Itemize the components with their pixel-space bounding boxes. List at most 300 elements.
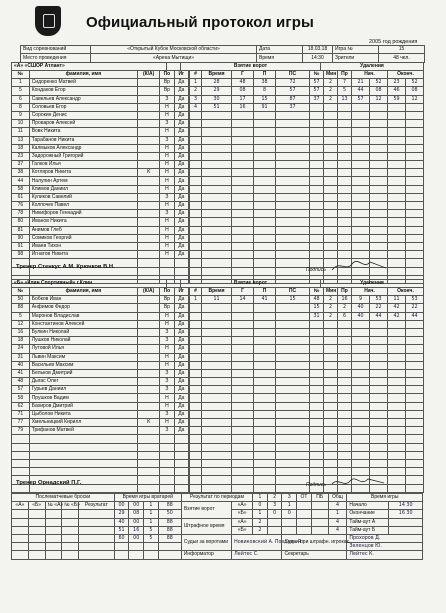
player-number <box>12 459 30 467</box>
player-position: З <box>160 120 174 128</box>
player-played: Да <box>174 296 188 304</box>
goal-assist <box>254 435 276 443</box>
penalty-reason <box>338 152 352 160</box>
player-role <box>138 353 160 361</box>
goal-number <box>190 369 202 377</box>
pen-min-col: Мин <box>324 288 338 296</box>
goal-time <box>202 361 232 369</box>
goal-assist-2 <box>276 251 310 259</box>
goal-assist <box>254 251 276 259</box>
col-p: П <box>254 288 276 296</box>
player-role <box>138 296 160 304</box>
penalty-minutes <box>324 144 338 152</box>
goal-assist-2 <box>276 226 310 234</box>
penalty-minutes <box>324 361 338 369</box>
player-row <box>12 136 189 144</box>
goal-row <box>190 161 310 169</box>
penalty-row <box>310 185 424 193</box>
goals-a-cell: 4 <box>328 502 347 510</box>
spectators-value: 48 чел. <box>379 54 425 62</box>
penalty-end-sec <box>406 435 424 443</box>
penalty-start <box>352 419 370 427</box>
goals-b-label: «Б» <box>232 510 253 518</box>
informer-value: Лейтес С. <box>232 551 282 559</box>
goal-row <box>190 226 310 234</box>
penalty-end-sec: 08 <box>406 87 424 95</box>
penalty-minutes <box>324 378 338 386</box>
player-number: 76 <box>12 202 30 210</box>
penalty-reason <box>338 361 352 369</box>
penalty-end-sec <box>406 345 424 353</box>
goal-row <box>190 443 310 451</box>
goal-row <box>190 193 310 201</box>
penalty-reason: 6 <box>338 312 352 320</box>
goal-row <box>190 177 310 185</box>
penalty-end <box>388 202 406 210</box>
player-played <box>174 451 188 459</box>
goals-a-label: «А» <box>232 502 253 510</box>
penalty-minutes: 2 <box>324 95 338 103</box>
penalty-end <box>388 410 406 418</box>
team-a-goals-header: Взятие ворот <box>181 63 321 71</box>
goal-scorer: 14 <box>232 296 254 304</box>
goal-assist <box>254 152 276 160</box>
player-row <box>12 144 189 152</box>
player-row <box>12 451 189 459</box>
penalty-start <box>352 152 370 160</box>
penalty-player: 57 <box>310 87 324 95</box>
goal-scorer <box>232 427 254 435</box>
penalty-end-sec <box>406 202 424 210</box>
player-row <box>12 337 189 345</box>
penalty-start-sec <box>370 111 388 119</box>
penalty-end-sec <box>406 353 424 361</box>
penalty-row <box>310 193 424 201</box>
penalty-reason <box>338 177 352 185</box>
penalty-reason <box>338 337 352 345</box>
penalty-minutes <box>324 451 338 459</box>
player-row <box>12 193 189 201</box>
player-role <box>138 128 160 136</box>
player-role <box>138 79 160 87</box>
goal-time <box>202 345 232 353</box>
player-position: Н <box>160 128 174 136</box>
player-row <box>12 459 189 467</box>
penalty-start-sec <box>370 427 388 435</box>
penalty-end-sec <box>406 468 424 476</box>
player-played <box>174 484 188 492</box>
player-number: 18 <box>12 337 30 345</box>
gk-cell: 5 <box>144 526 159 534</box>
pen-reason-col: Пр <box>338 71 352 79</box>
player-role <box>138 320 160 328</box>
penalty-reason <box>338 345 352 353</box>
player-played: Да <box>174 394 188 402</box>
penalty-end-sec <box>406 484 424 492</box>
goal-assist-2 <box>276 202 310 210</box>
player-role <box>138 459 160 467</box>
penalty-start <box>352 345 370 353</box>
goal-assist-2: 87 <box>276 95 310 103</box>
penalty-start <box>352 378 370 386</box>
player-position <box>160 435 174 443</box>
col-hash: # <box>190 288 202 296</box>
player-played <box>174 468 188 476</box>
penalty-reason <box>338 218 352 226</box>
penalty-start <box>352 451 370 459</box>
goal-scorer: 16 <box>232 103 254 111</box>
player-role <box>138 210 160 218</box>
goal-time <box>202 312 232 320</box>
player-name: Савельев Александр <box>29 95 137 103</box>
col-g: Г <box>232 288 254 296</box>
player-name: Тарабанов Никита <box>29 136 137 144</box>
penalty-row <box>310 328 424 336</box>
team-a-goals <box>189 70 310 284</box>
penalty-start <box>352 320 370 328</box>
penalty-end-sec: 44 <box>406 312 424 320</box>
penalty-start-sec <box>370 103 388 111</box>
player-name <box>29 443 137 451</box>
judges-value: Новиковский А. Поздеев Я. <box>232 534 282 550</box>
player-name: Сорокин Денис <box>29 111 137 119</box>
player-role <box>138 111 160 119</box>
unsuccessful-shots-label: Послематчевые броски <box>12 494 115 502</box>
col-g: Г <box>232 71 254 79</box>
penalty-reason <box>338 144 352 152</box>
penalty-start <box>352 394 370 402</box>
penalty-start-sec: 12 <box>370 95 388 103</box>
penalty-start-sec <box>370 144 388 152</box>
penalty-minutes <box>324 226 338 234</box>
goal-number <box>190 435 202 443</box>
goal-assist-2: 15 <box>276 296 310 304</box>
goal-time <box>202 443 232 451</box>
penalty-end-sec <box>406 210 424 218</box>
player-played: Да <box>174 169 188 177</box>
gk-cell: 88 <box>158 534 181 542</box>
goal-assist-2: 72 <box>276 79 310 87</box>
penalty-start <box>352 111 370 119</box>
penalty-end <box>388 218 406 226</box>
goal-row <box>190 304 310 312</box>
penalty-end-sec <box>406 443 424 451</box>
player-row <box>12 161 189 169</box>
goal-assist <box>254 402 276 410</box>
player-number: 98 <box>12 251 30 259</box>
player-name: Булкин Николай <box>29 328 137 336</box>
player-number: 11 <box>12 128 30 136</box>
penalty-player <box>310 328 324 336</box>
goal-scorer <box>232 177 254 185</box>
penalty-player <box>310 394 324 402</box>
goal-scorer <box>232 320 254 328</box>
penalty-row <box>310 378 424 386</box>
player-row <box>12 210 189 218</box>
goal-assist-2 <box>276 267 310 275</box>
penalty-row <box>310 386 424 394</box>
penalty-start-sec: 22 <box>370 304 388 312</box>
penalty-reason <box>338 459 352 467</box>
penalty-row <box>310 103 424 111</box>
goal-assist-2 <box>276 369 310 377</box>
penalty-start-sec <box>370 345 388 353</box>
pen-b-label: «Б» <box>232 526 253 534</box>
penalty-player <box>310 144 324 152</box>
player-row <box>12 394 189 402</box>
goal-assist-2 <box>276 386 310 394</box>
player-role <box>138 484 160 492</box>
penalty-end-sec <box>406 328 424 336</box>
goal-row <box>190 234 310 242</box>
penalty-end <box>388 476 406 484</box>
penalty-start: 44 <box>352 87 370 95</box>
penalty-start <box>352 144 370 152</box>
player-role <box>138 267 160 275</box>
penalty-end-sec: 53 <box>406 296 424 304</box>
penalty-row <box>310 111 424 119</box>
goal-scorer <box>232 169 254 177</box>
goal-scorer <box>232 386 254 394</box>
player-number: 41 <box>12 369 30 377</box>
penalty-end <box>388 328 406 336</box>
penalty-end <box>388 259 406 267</box>
goal-number <box>190 410 202 418</box>
player-number: 13 <box>12 136 30 144</box>
penalty-start <box>352 369 370 377</box>
goal-assist-2 <box>276 353 310 361</box>
player-position: Н <box>160 161 174 169</box>
goal-assist-2 <box>276 476 310 484</box>
penalty-end-sec <box>406 218 424 226</box>
player-role <box>138 304 160 312</box>
player-played: Да <box>174 193 188 201</box>
player-role <box>138 402 160 410</box>
player-role <box>138 144 160 152</box>
player-role <box>138 177 160 185</box>
player-name: Сидоренко Матвей <box>29 79 137 87</box>
penalty-row <box>310 410 424 418</box>
goal-assist <box>254 484 276 492</box>
penalty-start <box>352 193 370 201</box>
goal-time <box>202 111 232 119</box>
player-name: Налупин Артем <box>29 177 137 185</box>
gk-cell: 5 <box>144 534 159 542</box>
penalty-minutes <box>324 435 338 443</box>
player-position: З <box>160 95 174 103</box>
player-number: 1 <box>12 79 30 87</box>
goal-row <box>190 427 310 435</box>
goal-assist-2 <box>276 337 310 345</box>
goal-row <box>190 136 310 144</box>
penalty-end-sec <box>406 185 424 193</box>
goal-number <box>190 361 202 369</box>
goal-time <box>202 320 232 328</box>
goal-number <box>190 402 202 410</box>
goal-assist-2 <box>276 427 310 435</box>
period-result-label: Результат по периодам <box>181 494 252 502</box>
player-position: Н <box>160 394 174 402</box>
goal-row <box>190 451 310 459</box>
goal-time <box>202 144 232 152</box>
goal-row <box>190 296 310 304</box>
goal-row <box>190 111 310 119</box>
player-played <box>174 459 188 467</box>
goal-time <box>202 476 232 484</box>
goal-assist-2 <box>276 328 310 336</box>
penalty-reason <box>338 128 352 136</box>
player-name: Иванов Никита <box>29 218 137 226</box>
goal-assist <box>254 443 276 451</box>
player-played: Да <box>174 111 188 119</box>
player-role <box>138 410 160 418</box>
goal-scorer <box>232 161 254 169</box>
player-played: Да <box>174 177 188 185</box>
goals-label: Взятие ворот <box>181 502 231 518</box>
player-played: Да <box>174 427 188 435</box>
penalty-row <box>310 451 424 459</box>
penalty-start-sec <box>370 402 388 410</box>
goal-number <box>190 451 202 459</box>
penalty-start-sec <box>370 435 388 443</box>
penalty-end-sec <box>406 128 424 136</box>
penalty-reason: 16 <box>338 296 352 304</box>
player-position: Вр <box>160 79 174 87</box>
goal-scorer <box>232 361 254 369</box>
pen-reason-col: Пр <box>338 288 352 296</box>
col-ka: (К/А) <box>138 71 160 79</box>
player-role <box>138 386 160 394</box>
penalty-row <box>310 443 424 451</box>
player-position: З <box>160 337 174 345</box>
goal-scorer <box>232 337 254 345</box>
goal-row <box>190 320 310 328</box>
goals-a-cell: 1 <box>282 502 297 510</box>
summary-table <box>11 493 423 560</box>
goal-assist <box>254 169 276 177</box>
player-name: Бахиров Дмитрий <box>29 402 137 410</box>
penalty-end-sec <box>406 394 424 402</box>
goal-time <box>202 193 232 201</box>
goal-assist <box>254 259 276 267</box>
penalty-minutes <box>324 136 338 144</box>
pen-a-cell <box>267 518 282 526</box>
player-position: З <box>160 369 174 377</box>
competition-label: Вид соревнований <box>21 46 91 54</box>
goal-assist <box>254 120 276 128</box>
penalty-box-label: Судьи при штрафн. игроках <box>282 534 347 550</box>
goal-scorer <box>232 267 254 275</box>
penalty-minutes <box>324 427 338 435</box>
player-name: Цыболов Никита <box>29 410 137 418</box>
penalty-end-sec <box>406 103 424 111</box>
gk-cell: 88 <box>158 526 181 534</box>
player-number: 37 <box>12 161 30 169</box>
goal-number <box>190 378 202 386</box>
player-row <box>12 296 189 304</box>
penalty-end <box>388 345 406 353</box>
player-played <box>174 267 188 275</box>
goal-assist-2 <box>276 136 310 144</box>
goal-scorer <box>232 120 254 128</box>
penalty-start-sec <box>370 386 388 394</box>
goal-assist <box>254 177 276 185</box>
goal-assist <box>254 128 276 136</box>
player-row <box>12 79 189 87</box>
player-row <box>12 87 189 95</box>
goal-number <box>190 484 202 492</box>
player-played: Да <box>174 161 188 169</box>
penalty-start <box>352 226 370 234</box>
col-no-b: № «Б» <box>62 502 79 510</box>
player-number: 9 <box>12 111 30 119</box>
player-played: Да <box>174 328 188 336</box>
goal-scorer <box>232 234 254 242</box>
player-name: Хмельницкий Кирилл <box>29 419 137 427</box>
player-row <box>12 185 189 193</box>
penalty-end-sec <box>406 337 424 345</box>
pen-start-col: Нач. <box>352 288 388 296</box>
penalty-player <box>310 353 324 361</box>
penalty-minutes <box>324 177 338 185</box>
player-number: 12 <box>12 320 30 328</box>
player-name <box>29 435 137 443</box>
penalty-start <box>352 218 370 226</box>
col-result: Результат <box>79 502 115 510</box>
penalty-end <box>388 443 406 451</box>
penalty-minutes <box>324 152 338 160</box>
player-position <box>160 459 174 467</box>
penalty-end-sec <box>406 419 424 427</box>
penalty-reason: 2 <box>338 304 352 312</box>
penalty-end <box>388 193 406 201</box>
goal-time <box>202 459 232 467</box>
player-role <box>138 226 160 234</box>
goal-scorer <box>232 328 254 336</box>
col-hash: # <box>190 71 202 79</box>
player-position: Вр <box>160 304 174 312</box>
player-row <box>12 95 189 103</box>
penalty-minutes <box>324 369 338 377</box>
gk-time-label: Время игры вратарей <box>114 494 181 502</box>
goal-number <box>190 136 202 144</box>
period-3: 3 <box>282 494 297 502</box>
goal-assist-2 <box>276 120 310 128</box>
player-row <box>12 410 189 418</box>
player-name: Котляров Никита <box>29 169 137 177</box>
penalty-player <box>310 242 324 250</box>
game-no-label: Игра № <box>333 46 379 54</box>
goal-assist-2 <box>276 111 310 119</box>
team-a-roster <box>11 70 189 284</box>
player-name <box>29 459 137 467</box>
penalty-end-sec <box>406 193 424 201</box>
penalty-reason <box>338 353 352 361</box>
penalty-row <box>310 304 424 312</box>
goals-b-cell: 0 <box>282 510 297 518</box>
penalty-reason <box>338 226 352 234</box>
goal-assist <box>254 304 276 312</box>
goal-assist-2 <box>276 210 310 218</box>
goal-assist-2: 37 <box>276 103 310 111</box>
player-played: Да <box>174 128 188 136</box>
player-name: Проваров Алексей <box>29 120 137 128</box>
goal-assist-2 <box>276 152 310 160</box>
player-role <box>138 259 160 267</box>
goal-assist <box>254 267 276 275</box>
penalty-end <box>388 484 406 492</box>
penalty-minutes <box>324 161 338 169</box>
